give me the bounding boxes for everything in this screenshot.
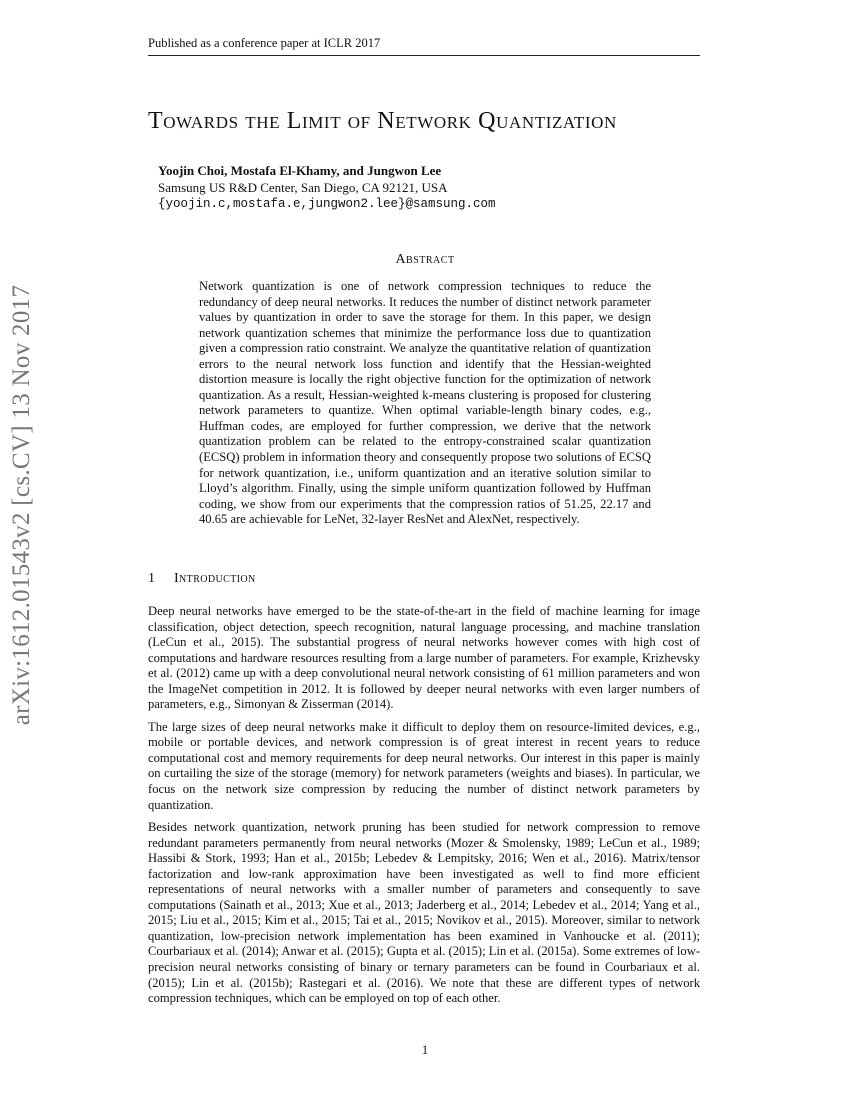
body-paragraph: The large sizes of deep neural networks make it difficult to deploy them on resource-limited devices, e.g., mobile or portable devices, and network compression is of great interest in recent years to reduce computational cost and memory requirements for deep neural networks. Our interest in this paper is mainly on curtailing the size of the storage (memory) for network parameters (weights and biases). In particular, we focus on the network size compression by reducing the number of distinct network parameters by quantization. (148, 719, 700, 812)
section-title: Introduction (174, 571, 256, 586)
author-names: Yoojin Choi, Mostafa El-Khamy, and Jungwon Lee (158, 163, 442, 178)
abstract-text: Network quantization is one of network compression techniques to reduce the redundancy of deep neural networks. It reduces the number of distinct network parameter values by quantization in order to save the storage for them. In this paper, we design network quantization schemes that minimize the performance loss due to quantization given a compression ratio constraint. We analyze the quantitative relation of quantization errors to the neural network loss function and identify that the Hessian-weighted distortion measure is locally the right objective function for the optimization of network quantization. As a result, Hessian-weighted k-means clustering is proposed for clustering network parameters to quantize. When optimal variable-length binary codes, e.g., Huffman codes, are employed for further compression, we derive that the network quantization problem can be related to the entropy-constrained scalar quantization (ECSQ) problem in information theory and consequently propose two solutions of ECSQ for network quantization, i.e., uniform quantization and an iterative solution similar to Lloyd’s algorithm. Finally, using the simple uniform quantization followed by Huffman coding, we show from our experiments that the compression ratios of 51.25, 22.17 and 40.65 are achievable for LeNet, 32-layer ResNet and AlexNet, respectively. (199, 279, 651, 527)
running-header: Published as a conference paper at ICLR 2017 (148, 36, 700, 56)
arxiv-side-stamp (2, 260, 42, 750)
body-paragraph: Deep neural networks have emerged to be the state-of-the-art in the field of machine learning for image classification, object detection, speech recognition, natural language processing, and machine translation (LeCun et al., 2015). The substantial progress of neural networks however comes with high cost of computations and hardware resources resulting from a large number of parameters. For example, Krizhevsky et al. (2012) came up with a deep convolutional neural network consisting of 61 million parameters and won the ImageNet competition in 2012. It is followed by deeper neural networks with even larger numbers of parameters, e.g., Simonyan & Zisserman (2014). (148, 604, 700, 712)
arxiv-identifier: arXiv:1612.01543v2 [cs.CV] 13 Nov 2017 (8, 284, 35, 726)
author-email: {yoojin.c,mostafa.e,jungwon2.lee}@samsung.com (158, 197, 496, 211)
author-block (158, 162, 496, 213)
page-number: 1 (421, 1043, 429, 1057)
section-number: 1 (148, 571, 155, 586)
abstract-heading: Abstract (395, 252, 455, 267)
body-paragraph: Besides network quantization, network pruning has been studied for network compression to remove redundant parameters permanently from neural networks (Mozer & Smolensky, 1989; LeCun et al., 1989; Hassibi & Stork, 1993; Han et al., 2015b; Lebedev & Lempitsky, 2016; Wen et al., 2016). Matrix/tensor factorization and low-rank approximation have been investigated as well to find more efficient representations of neural networks with a smaller number of parameters and consequently to save computations (Sainath et al., 2013; Xue et al., 2013; Jaderberg et al., 2014; Lebedev et al., 2014; Yang et al., 2015; Liu et al., 2015; Kim et al., 2015; Tai et al., 2015; Novikov et al., 2015). Moreover, similar to network quantization, low-precision network implementation has been examined in Vanhoucke et al. (2011); Courbariaux et al. (2014); Anwar et al. (2015); Gupta et al. (2015); Lin et al. (2015a). Some extremes of low-precision neural networks consisting of binary or ternary parameters can be found in Courbariaux et al. (2015); Lin et al. (2015b); Rastegari et al. (2016). We note that these are different types of network compression techniques, which can be employed on top of each other. (148, 820, 700, 1006)
paper-title: Towards the Limit of Network Quantization (148, 108, 617, 134)
author-affiliation: Samsung US R&D Center, San Diego, CA 92121, USA (158, 180, 448, 195)
section-body (148, 604, 700, 1014)
section-heading (148, 571, 256, 587)
